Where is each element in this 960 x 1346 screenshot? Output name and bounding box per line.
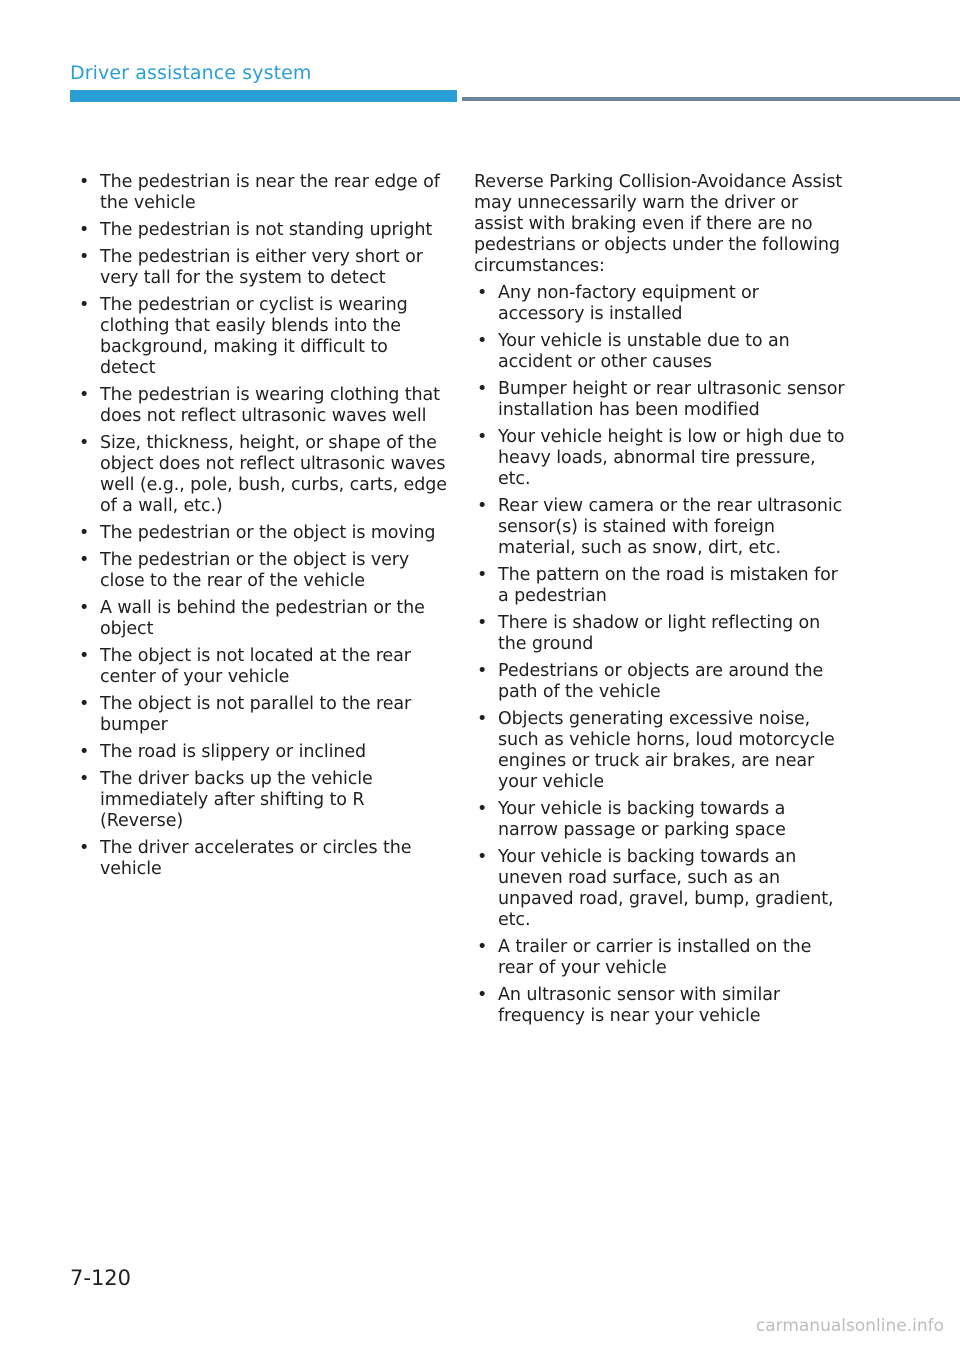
bullet-item: • Bumper height or rear ultrasonic sensor installation has been modified xyxy=(474,379,846,421)
bullet-item: • Pedestrians or objects are around the path of the vehicle xyxy=(474,661,846,703)
bullet-item: • Size, thickness, height, or shape of the object does not reflect ultrasonic waves well (e.g., pole, bush, curbs, carts, edge of a wall, etc.) xyxy=(76,433,448,517)
bullet-item: • A wall is behind the pedestrian or the object xyxy=(76,598,448,640)
bullet-item: • Your vehicle is unstable due to an accident or other causes xyxy=(474,331,846,373)
bullet-item: • The driver backs up the vehicle immediately after shifting to R (Reverse) xyxy=(76,769,448,832)
bullet-item: • The pedestrian or the object is moving xyxy=(76,523,448,544)
bullet-item: • There is shadow or light reflecting on the ground xyxy=(474,613,846,655)
watermark: carmanualsonline.info xyxy=(755,1316,944,1336)
bullet-item: • An ultrasonic sensor with similar frequency is near your vehicle xyxy=(474,985,846,1027)
bullet-item: • The pedestrian is not standing upright xyxy=(76,220,448,241)
bullet-item: • The pedestrian or cyclist is wearing clothing that easily blends into the background, making it difficult to detect xyxy=(76,295,448,379)
bullet-item: • The pedestrian is near the rear edge of the vehicle xyxy=(76,172,448,214)
page-number: 7-120 xyxy=(70,1266,132,1290)
bullet-item: • The driver accelerates or circles the vehicle xyxy=(76,838,448,880)
bullet-item: • The pedestrian is wearing clothing that does not reflect ultrasonic waves well xyxy=(76,385,448,427)
bullet-item: • The road is slippery or inclined xyxy=(76,742,448,763)
bullet-item: • Any non-factory equipment or accessory is installed xyxy=(474,283,846,325)
header-accent-bar xyxy=(70,90,457,102)
header-rule xyxy=(462,97,960,101)
bullet-item: • Your vehicle is backing towards an uneven road surface, such as an unpaved road, gravel, bump, gradient, etc. xyxy=(474,847,846,931)
bullet-item: • The pedestrian or the object is very close to the rear of the vehicle xyxy=(76,550,448,592)
bullet-item: • Objects generating excessive noise, such as vehicle horns, loud motorcycle engines or truck air brakes, are near your vehicle xyxy=(474,709,846,793)
bullet-item: • The object is not located at the rear center of your vehicle xyxy=(76,646,448,688)
right-intro-paragraph: Reverse Parking Collision-Avoidance Assist may unnecessarily warn the driver or assist with braking even if there are no pedestrians or objects under the following circumstances: xyxy=(474,172,843,276)
right-column xyxy=(474,172,846,1033)
bullet-item: • The object is not parallel to the rear bumper xyxy=(76,694,448,736)
bullet-item: • A trailer or carrier is installed on the rear of your vehicle xyxy=(474,937,846,979)
bullet-item: • The pedestrian is either very short or very tall for the system to detect xyxy=(76,247,448,289)
bullet-item: • Rear view camera or the rear ultrasonic sensor(s) is stained with foreign material, such as snow, dirt, etc. xyxy=(474,496,846,559)
left-bullet-list xyxy=(76,172,448,880)
right-bullet-list xyxy=(474,283,846,1027)
bullet-item: • The pattern on the road is mistaken for a pedestrian xyxy=(474,565,846,607)
left-column xyxy=(76,172,448,886)
bullet-item: • Your vehicle height is low or high due to heavy loads, abnormal tire pressure, etc. xyxy=(474,427,846,490)
bullet-item: • Your vehicle is backing towards a narrow passage or parking space xyxy=(474,799,846,841)
section-title: Driver assistance system xyxy=(70,62,312,84)
